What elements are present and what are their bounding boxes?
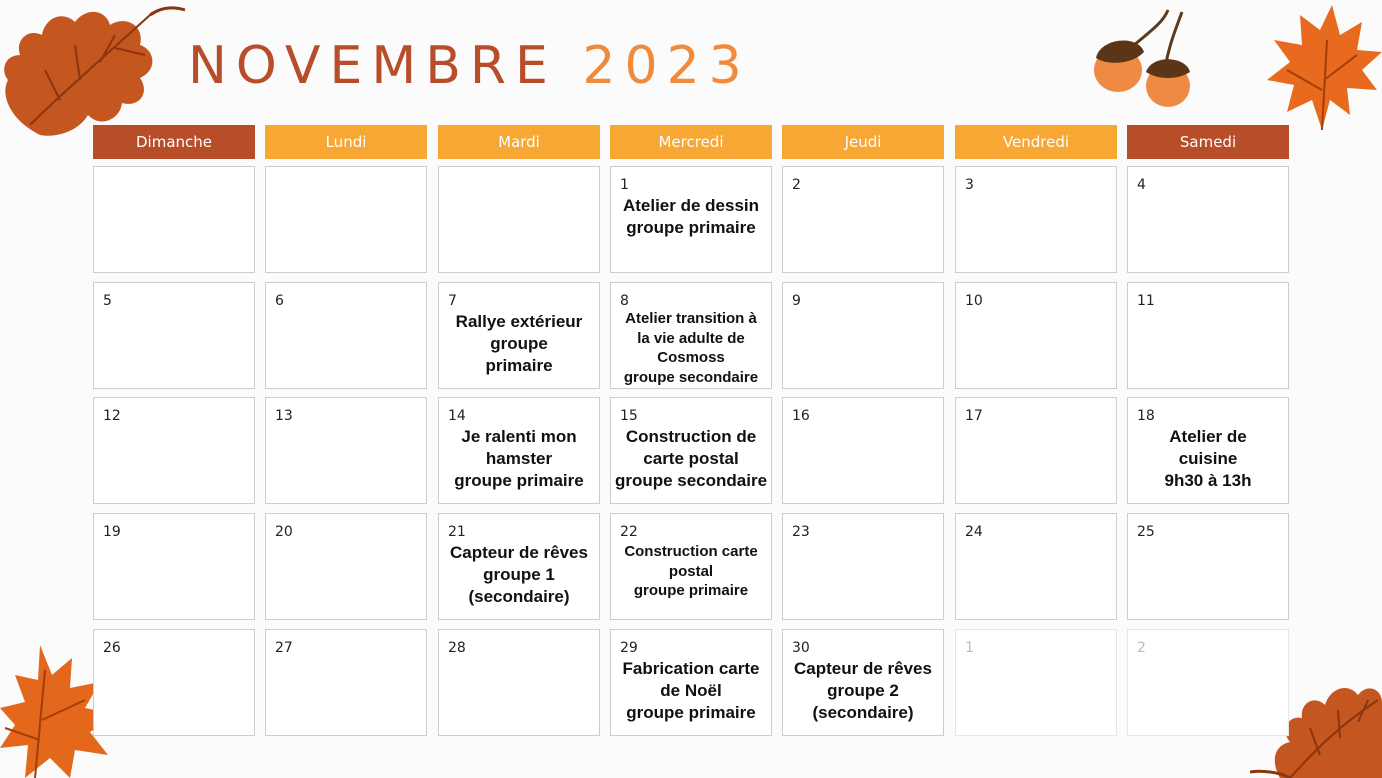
- day-cell: [1127, 397, 1289, 504]
- day-cell: [438, 397, 600, 504]
- day-cell: [1127, 166, 1289, 273]
- day-cell: [782, 282, 944, 389]
- day-number: 15: [620, 408, 638, 424]
- day-number: 13: [275, 408, 293, 424]
- event-text: Rallye extérieur groupe primaire: [455, 312, 583, 376]
- event-text: Je ralenti mon hamster groupe primaire: [454, 427, 584, 491]
- day-number: 1: [965, 640, 974, 656]
- day-number: 11: [1137, 293, 1155, 309]
- day-cell: [955, 513, 1117, 620]
- day-number: 20: [275, 524, 293, 540]
- day-cell: [438, 282, 600, 389]
- day-number: 3: [965, 177, 974, 193]
- day-number: 29: [620, 640, 638, 656]
- header-mardi: Mardi: [438, 125, 600, 159]
- day-number: 8: [620, 293, 629, 309]
- day-cell: [93, 629, 255, 736]
- day-cell: [1127, 629, 1289, 736]
- day-number: 2: [1137, 640, 1146, 656]
- day-number: 17: [965, 408, 983, 424]
- day-cell: [610, 282, 772, 389]
- day-number: 9: [792, 293, 801, 309]
- header-mercredi: Mercredi: [610, 125, 772, 159]
- day-number: 14: [448, 408, 466, 424]
- event-text: Capteur de rêves groupe 2 (secondaire): [794, 659, 932, 723]
- day-cell: [610, 397, 772, 504]
- day-cell: [610, 629, 772, 736]
- day-number: 26: [103, 640, 121, 656]
- event-text: Atelier transition à la vie adulte de Cosmoss groupe secondaire: [623, 310, 759, 386]
- day-cell: [93, 166, 255, 273]
- day-number: 25: [1137, 524, 1155, 540]
- day-number: 23: [792, 524, 810, 540]
- day-cell: [93, 397, 255, 504]
- event-text: Atelier de cuisine 9h30 à 13h: [1164, 427, 1252, 491]
- day-number: 7: [448, 293, 457, 309]
- day-cell: [610, 166, 772, 273]
- event-text: Construction carte postal groupe primaire: [624, 543, 758, 599]
- day-number: 16: [792, 408, 810, 424]
- day-cell: [265, 397, 427, 504]
- day-cell: [610, 513, 772, 620]
- day-cell: [438, 166, 600, 273]
- day-cell: [438, 513, 600, 620]
- day-number: 4: [1137, 177, 1146, 193]
- header-dimanche: Dimanche: [93, 125, 255, 159]
- day-cell: [1127, 282, 1289, 389]
- acorns-icon: [1088, 8, 1198, 110]
- day-cell: [265, 513, 427, 620]
- day-number: 27: [275, 640, 293, 656]
- event-text: Fabrication carte de Noël groupe primaire: [622, 659, 760, 723]
- day-number: 12: [103, 408, 121, 424]
- title-year: 2023: [582, 36, 751, 96]
- header-jeudi: Jeudi: [782, 125, 944, 159]
- day-number: 24: [965, 524, 983, 540]
- day-number: 21: [448, 524, 466, 540]
- day-cell: [93, 513, 255, 620]
- day-cell: [782, 629, 944, 736]
- day-cell: [955, 166, 1117, 273]
- header-vendredi: Vendredi: [955, 125, 1117, 159]
- day-number: 6: [275, 293, 284, 309]
- day-cell: [265, 629, 427, 736]
- day-number: 28: [448, 640, 466, 656]
- day-number: 1: [620, 177, 629, 193]
- day-cell: [955, 397, 1117, 504]
- event-text: Construction de carte postal groupe secondaire: [614, 427, 768, 491]
- header-samedi: Samedi: [1127, 125, 1289, 159]
- day-number: 5: [103, 293, 112, 309]
- day-cell: [782, 397, 944, 504]
- day-cell: [1127, 513, 1289, 620]
- day-cell: [955, 629, 1117, 736]
- day-number: 22: [620, 524, 638, 540]
- oak-leaf-icon: [0, 0, 190, 145]
- day-number: 30: [792, 640, 810, 656]
- page-title: [188, 36, 751, 96]
- event-text: Capteur de rêves groupe 1 (secondaire): [450, 543, 588, 607]
- header-lundi: Lundi: [265, 125, 427, 159]
- day-cell: [265, 166, 427, 273]
- day-cell: [955, 282, 1117, 389]
- day-cell: [93, 282, 255, 389]
- event-text: Atelier de dessin groupe primaire: [622, 196, 760, 238]
- maple-leaf-icon: [1262, 0, 1382, 145]
- day-number: 18: [1137, 408, 1155, 424]
- day-number: 10: [965, 293, 983, 309]
- day-cell: [782, 513, 944, 620]
- title-month: NOVEMBRE: [188, 36, 557, 96]
- day-number: 19: [103, 524, 121, 540]
- day-cell: [438, 629, 600, 736]
- day-cell: [265, 282, 427, 389]
- day-cell: [782, 166, 944, 273]
- day-number: 2: [792, 177, 801, 193]
